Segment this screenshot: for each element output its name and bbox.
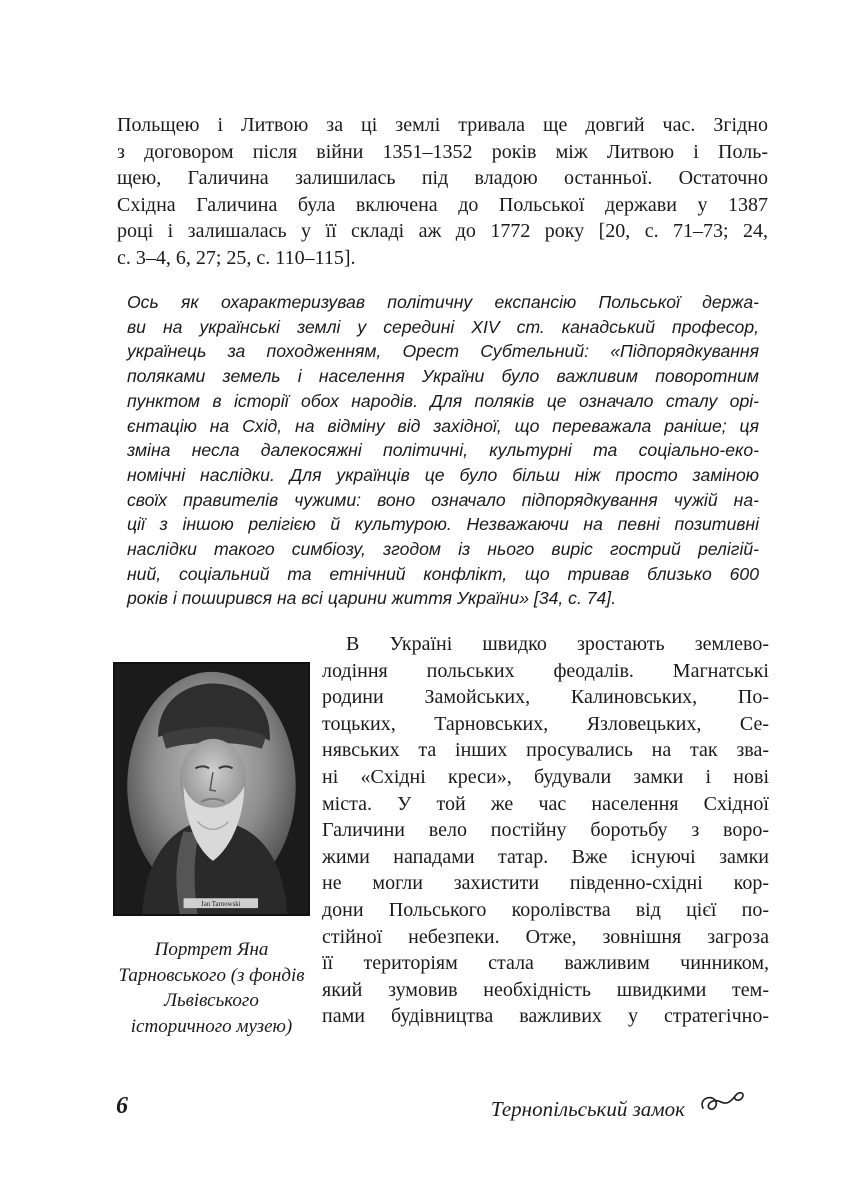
text-line: не могли захистити південно-східні кор- bbox=[322, 872, 769, 895]
body-paragraph-1 bbox=[117, 112, 768, 272]
text-line: щею, Галичина залишилась під владою останньої. Остаточно bbox=[117, 167, 768, 190]
quote-line: українець за походженням, Орест Субтельний: «Підпорядкування bbox=[127, 341, 759, 362]
portrait-image bbox=[113, 662, 310, 916]
quote-line: пунктом в історії обох народів. Для поляків це означало сталу орі- bbox=[127, 390, 759, 411]
figure-caption bbox=[113, 937, 310, 1039]
text-line: Східна Галичина була включена до Польської держави у 1387 bbox=[117, 193, 768, 216]
text-line: с. 3–4, 6, 27; 25, с. 110–115]. bbox=[117, 246, 356, 269]
text-line: нявських та інших просувались на так зва- bbox=[322, 739, 769, 762]
running-title: Тернопільський замок bbox=[490, 1097, 685, 1121]
quote-line: своїх правителів чужими: воно означало підпорядкування чужій на- bbox=[127, 489, 759, 510]
quote-line: єнтацію на Схід, на відміну від західної, що переважала раніше; ця bbox=[127, 415, 759, 436]
quote-line: номічні наслідки. Для українців це було більш ніж просто заміною bbox=[127, 464, 759, 485]
caption-line: Львівського bbox=[164, 990, 259, 1011]
text-line: дони Польського королівства від цієї по- bbox=[322, 898, 769, 921]
caption-line: Портрет Яна bbox=[154, 939, 269, 960]
text-line: її територіям стала важливим чинником, bbox=[322, 952, 769, 975]
caption-line: історичного музею) bbox=[130, 1015, 293, 1037]
body-paragraph-2 bbox=[322, 631, 769, 1030]
portrait-inscription: Jan Tarnowski bbox=[201, 901, 241, 909]
caption-line: Тарновського (з фондів bbox=[118, 964, 305, 986]
text-line: році і залишалась у її складі аж до 1772 року [20, с. 71–73; 24, bbox=[117, 220, 768, 243]
text-line: пами будівництва важливих у стратегічно- bbox=[322, 1005, 769, 1028]
text-line: ні «Східні креси», будували замки і нові bbox=[322, 765, 769, 788]
quote-line: наслідки такого симбіозу, згодом із нього виріс гострий релігій- bbox=[127, 539, 759, 560]
flourish-ornament-icon bbox=[697, 1088, 747, 1118]
quotation-block bbox=[127, 290, 759, 611]
text-line: лодіння польських феодалів. Магнатські bbox=[322, 659, 769, 682]
quote-line: ний, соціальний та етнічний конфлікт, що тривав близько 600 bbox=[127, 563, 759, 584]
quote-line: ції з іншою релігією й культурою. Незважаючи на певні позитивні bbox=[127, 514, 759, 535]
text-line: Галичини вело постійну боротьбу з воро- bbox=[322, 819, 769, 842]
text-line: родини Замойських, Калиновських, По- bbox=[322, 686, 769, 709]
quote-line: ви на українські землі у середині XIV ст. канадський професор, bbox=[127, 316, 759, 337]
text-line: стійної небезпеки. Отже, зовнішня загроза bbox=[322, 925, 769, 948]
quote-line: Ось як охарактеризував політичну експансію Польської держа- bbox=[127, 292, 759, 312]
text-line: В Україні швидко зростають землево- bbox=[346, 633, 769, 655]
text-line: тоцьких, Тарновських, Язловецьких, Се- bbox=[322, 712, 769, 735]
portrait-illustration bbox=[115, 664, 308, 914]
text-line: Польщею і Литвою за ці землі тривала ще довгий час. Згідно bbox=[117, 114, 768, 136]
quote-line: років і поширився на всі царини життя України» [34, с. 74]. bbox=[127, 588, 617, 609]
quote-line: поляками земель і населення України було важливим поворотним bbox=[127, 366, 759, 387]
page-number: 6 bbox=[116, 1093, 128, 1119]
text-line: жими нападами татар. Вже існуючі замки bbox=[322, 845, 769, 868]
text-line: з договором після війни 1351–1352 років між Литвою і Поль- bbox=[117, 140, 768, 163]
text-line: який зумовив необхідність швидкими тем- bbox=[322, 978, 769, 1001]
text-line: міста. У той же час населення Східної bbox=[322, 792, 769, 815]
quote-line: зміна несла далекосяжні політичні, культурні та соціально-еко- bbox=[127, 440, 759, 461]
